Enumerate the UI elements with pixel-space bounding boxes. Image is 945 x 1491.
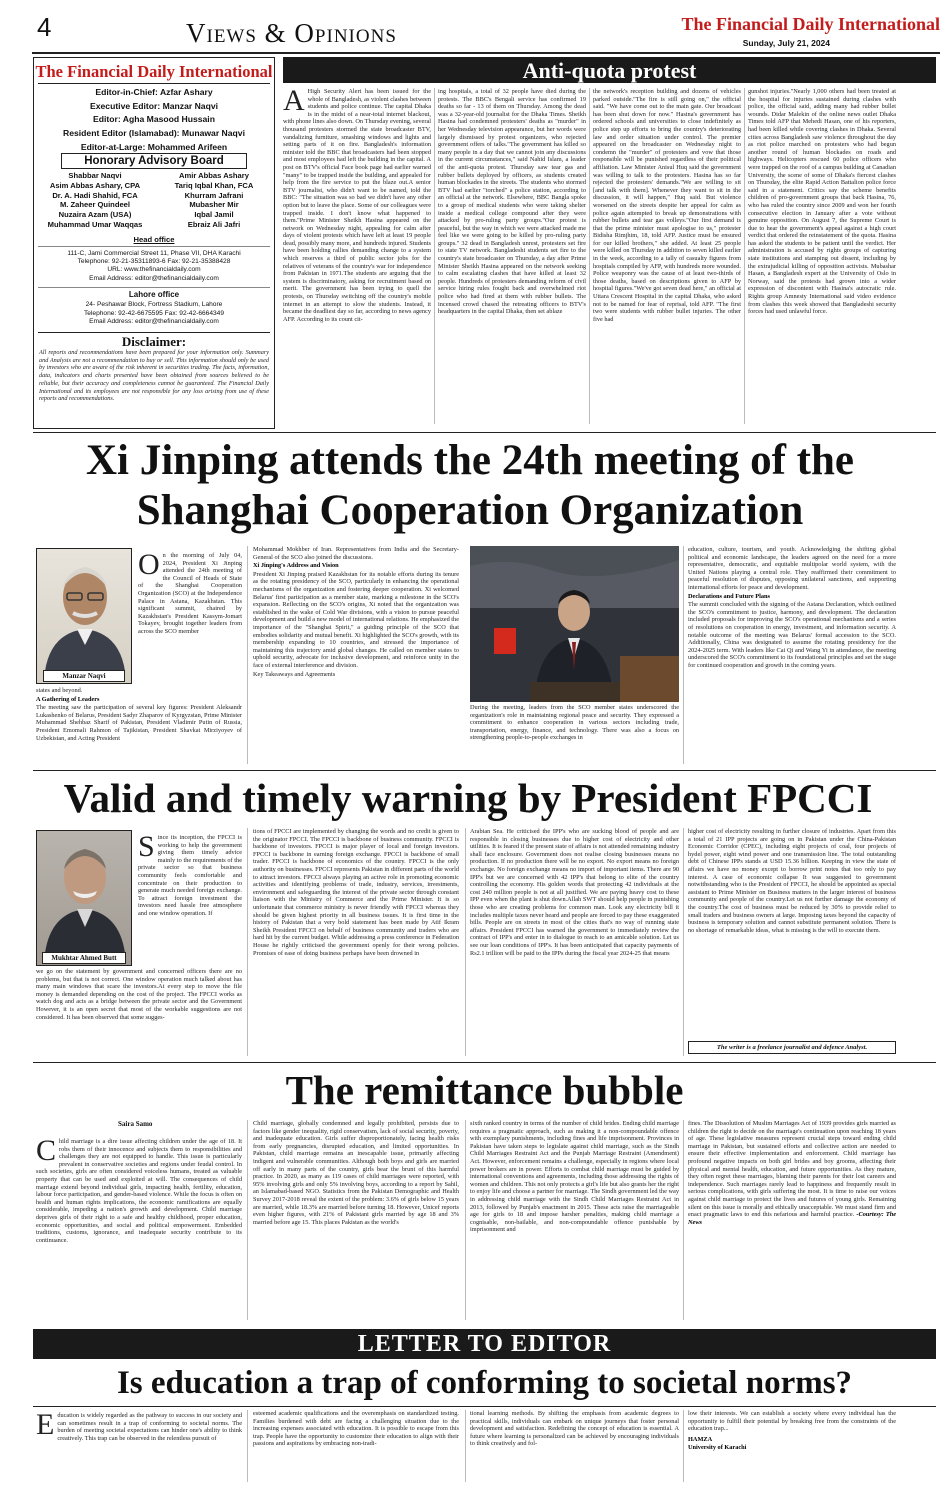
masthead-paper-name: The Financial Daily International: [35, 62, 273, 81]
section-rule: [33, 770, 936, 771]
article-text: The summit concluded with the signing of the Astana Declaration, which outlined the SCO's commitment to justice, harmony, and development. The declaration included proposals for improving the SCO's operational mechanisms and a series of resolutions on cooperation in energy, investment, and information security. A notable outcome of the meeting was Belarus' formal accession to the SCO. Additionally, China was designated to assume the rotating presidency for the 2024-2025 term. With leaders like Cai Qi and Wang Yi in attendance, the meeting underscored the SCO's commitment to its foundational principles and set the stage for continued cooperation and growth in the coming years.: [688, 601, 896, 669]
resident-editor: Resident Editor (Islamabad): Munawar Naqvi: [63, 128, 245, 139]
advisor: Dr. A. Hadi Shahid, FCA: [52, 190, 138, 200]
advisor: Amir Abbas Ashary: [179, 171, 249, 180]
column-rule: [247, 828, 248, 1056]
drop-cap: A: [283, 88, 305, 117]
remittance-col-4: [688, 1120, 896, 1320]
drop-cap: E: [36, 1412, 55, 1441]
sco-col-1: [36, 687, 242, 765]
address-line: Email Address: editor@thefinancialdaily.com: [89, 318, 219, 326]
section-rule: [33, 432, 936, 433]
article-text: n the morning of July 04, 2024, President Xi Jinping attended the 24th meeting of the Council of Heads of State of the Shanghai Cooperation Organization (SCO) at the Independence Palace in Astana, Kazakhstan. This significant summit, chaired by Kazakhstan's President Kassym-Jomart Tokayev, brought together leaders from across the SCO member: [138, 552, 242, 635]
anti-quota-col-1: [283, 88, 431, 424]
advisor: Mubasher Mir: [189, 200, 239, 210]
section-title: Views & Opinions: [186, 18, 397, 48]
column-rule: [683, 546, 684, 764]
lahore-office-title: Lahore office: [128, 290, 180, 299]
article-text: hild marriage is a dire issue affecting children under the age of 18. It robs them of their innocence and subjects them to responsibilities and challenges they are not equipped to handle. This issue is particularly prevalent in conservative societies and regions under feudal control. In such societies, girls are often considered voiceless humans, treated as valuable property that can be used and exploited at will. The consequences of child marriage extend beyond individual girls, impacting health, fertility, education, labour force participation, and gender-based violence. While the focus is often on health and human rights implications, the economic ramifications are equally considerable, impeding a nation's growth and development. Child marriage deprives girls of their right to a safe and healthy childhood, proper education, economic opportunities, and social and political empowerment. Embedded traditions, customs, ignorance, and inadequate security contribute to its continuance.: [36, 1138, 242, 1244]
masthead-rule: [38, 332, 270, 333]
column-rule: [683, 1120, 684, 1320]
fpcci-col-3: Arabian Sea. He criticised the IPP's who are sucking blood of people and are responsible in closing businesses due to higher cost of electricity and other utilities. It is feared if the present state of affairs is not attended remaining industry shall face enclosure. Government does not realise closing businesses means no production. If no production there will be no export. No export means no foreign exchange. No foreign exchange means no import of important items. There are 90 IPP's but we are concerned with 42 IPP's that belong to elite of the country controlling the economy. His golden words that protecting 42 individuals at the cost 240 million people is not at all justified. We are paying heavy cost to these IPP even when the plant is shut down.Allah SWT should help people in punishing those who are creating problems for common man. Look any electricity bill it includes multiple taxes never heard and people are forced to pay these exaggerated bills. People are on streets in most of the cities that's no way of running state affairs. President FPCCI has warned the government to immediately review the contract of IPP's and enter in to dialogue to reach to an amicable solution. Let us see our loan conditions of IPP's. It has been anticipated that capacity payments of Rs2.1 trillion will be paid to the IPPs during the fiscal year 2024-25 that means: [470, 828, 679, 957]
address-line: Telephone: 92-42-6675595 Fax: 92-42-6664349: [83, 309, 225, 317]
letter-col-3: tional learning methods. By shifting the emphasis from academic degrees to practical skills, individuals can embark on unique journeys that foster personal development and satisfaction. Redefining the concept of education is essential. A future where learning is personalized can be achieved by encouraging individuals to think creatively and fol-: [470, 1410, 679, 1448]
article-text: fines. The Dissolution of Muslim Marriages Act of 1939 provides girls married as children the right to decide on the marriage's continuation upon reaching 18 years of age. These legislative measures represent crucial steps toward ending child marriage in Pakistan, but sustained efforts and collective action are needed to ensure their effective implementation and enforcement. Child marriage has profound negative impacts on both girl brides and boy grooms, affecting their physical and mental health, education, and future opportunities. As they mature, they often regret these marriages, blaming their parents for their lost careers and independence. Such marriages rarely lead to happiness and frequently result in serious complications, with girls suffering the most. It is time to raise our voices against child marriage to protect the lives and futures of young girls. Remaining silent on this issue is morally and ethically unacceptable. We must stand firm and enact pragmatic laws to end this nefarious and harmful practice.: [688, 1120, 896, 1219]
byline: Saira Samo: [118, 1120, 153, 1128]
fpcci-col-4: higher cost of electricity resulting in further closure of industries. Apart from this a total of 21 IPP projects are going on in Pakistan under the China-Pakistan Economic Corridor (CPEC), including eight projects of coal, four projects of hydel power, eight wind power and one transmission line. The total outstanding debt of Chinese IPPs stands at USD 15.36 billion. Keeping in view the state of affairs we have no money except to borrow print notes that too only to pay interest. A case of economic collapse It was suggested to government notwithstanding who is the President of FPCCI, he should be appointed as special assistant to Prime Minister on Business matters in the larger interest of business community and people of the country.Let us not further damage the economy of the country.The cost of business must be reduced by 30% to provide relief to small traders and business owners at large. Imposing taxes beyond the capacity of business is temporary solution and cannot substitute permanent solution. There is no shortage of remarkable ideas, what is missing is the will to execute them.: [688, 828, 896, 934]
masthead-rule: [38, 83, 270, 84]
section-rule: [33, 1062, 936, 1063]
article-text: states and beyond.: [36, 687, 83, 694]
page-header: [0, 0, 945, 52]
advisor: M. Zaheer Quindeel: [59, 200, 131, 210]
remittance-headline: The remittance bubble: [285, 1067, 684, 1113]
column-rule: [683, 1410, 684, 1482]
column-rule: [247, 546, 248, 764]
advisor: Asim Abbas Ashary, CPA: [49, 180, 141, 190]
author-photo-naqvi: [36, 548, 132, 684]
editor-in-chief: Editor-in-Chief: Azfar Ashary: [95, 87, 213, 97]
drop-cap: C: [36, 1138, 57, 1167]
article-text: ducation is widely regarded as the pathway to success in our society and can sometimes result in a trap of conforming to societal norms. The burden of meeting societal expectations can hinder one's ability to think creatively. This trap can be observed in the relentless pursuit of: [57, 1412, 242, 1442]
address-line: 111-C, Jami Commercial Street 11, Phase VII, DHA Karachi: [67, 250, 241, 257]
advisors-right: [156, 171, 272, 230]
fpcci-col-1: we go on the statement by government and concerned officers there are no problems, but that is not correct. One window operation much talked about has many main windows that scare the investors.At every step to move the file money is demanded depending on the cost of the project. The FPCCI works as watch dog and acts as a bridge between the private sector and the Government However, it is an open secret that most of the workable suggestions are not considered. It has been observed that some sugges-: [36, 968, 242, 1021]
column-rule: [683, 828, 684, 1056]
advisors-left: [36, 171, 154, 230]
masthead-rule: [38, 287, 270, 288]
page-number: 4: [37, 12, 52, 42]
sco-headline: Xi Jinping attends the 24th meeting of the Shanghai Cooperation Organization: [85, 437, 855, 534]
address-line: Email Address: editor@thefinancialdaily.com: [89, 274, 219, 282]
anti-quota-banner: [283, 57, 936, 83]
issue-date: Sunday, July 21, 2024: [742, 38, 830, 48]
fpcci-col-1-wrap: [138, 834, 242, 966]
address-line: 24- Peshawar Block, Fortress Stadium, Lahore: [85, 301, 223, 308]
head-office-address: [34, 250, 274, 283]
letter-affiliation: University of Karachi: [688, 1444, 747, 1452]
editor: Editor: Agha Masood Hussain: [93, 114, 215, 125]
advisory-board-title: Honorary Advisory Board: [61, 153, 247, 169]
sco-col-2: [253, 546, 459, 764]
column-rule: [247, 1410, 248, 1482]
column-rule: [434, 88, 435, 424]
article-text: President Xi Jinping praised Kazakhstan for its notable efforts during its tenure as the rotating presidency of the SCO, particularly in enhancing the operational mechanisms of the organization and fostering deeper cooperation. Xi welcomed Belarus' first participation as a member state, marking a milestone in the SCO's expansion. Reflecting on the SCO's origins, Xi noted that the organization was established in the wake of Cold War divisions, with a vision to pursue peaceful development and build a new model of international relations. He emphasized the importance of the "Shanghai Spirit," a guiding principle of the SCO that embodies solidarity and mutual benefit. Xi highlighted the SCO's growth, with its membership expanding to 10 countries, and stressed the importance of maintaining this trajectory amid global changes. He called on member states to uphold security, advocate for inclusive development, and reinforce unity in the face of external interference and division.: [253, 570, 459, 669]
advisor: Ebraiz Ali Jafri: [187, 219, 241, 229]
advisor: Khurram Jafrani: [184, 190, 244, 200]
subheading: Declarations and Future Plans: [688, 592, 770, 600]
drop-cap: S: [138, 834, 155, 863]
courtesy-note: -Courtesy: The News: [688, 1211, 896, 1226]
sco-photo-caption: During the meeting, leaders from the SCO member states underscored the organization's role in maintaining regional peace and security. They expressed a commitment to enhance cooperation in various sectors including trade, transportation, energy, finance, and technology. There was also a focus on strengthening people-to-people exchanges in: [470, 704, 679, 742]
address-line: Telephone: 92-21-35311893-6 Fax: 92-21-35388428: [77, 258, 231, 266]
head-office-title: Head office: [133, 235, 175, 244]
sco-col-4: [688, 546, 896, 764]
anti-quota-col-3: the network's reception building and dozens of vehicles parked outside."The fire is still going on," the official said. "We have come out to the main gate. Our broadcast has been shut down for now." Hasina's government has ordered schools and universities to close indefinitely as police step up efforts to bring the country's deteriorating law and order situation under control. The premier appeared on the broadcaster on Wednesday night to condemn the "murder" of protesters and vow that those responsible will be punished regardless of their political affiliation. Law Minister Anisul Huq said the government was willing to talk to the protesters. Hasina has so far rejected the protesters' demands."We are willing to sit [and talk with them]. Whenever they want to sit in the discussion, it will happen," Huq said. But violence worsened on the streets despite her appeal for calm as police again attempted to break up demonstrations with rubber bullets and tear gas volleys."Our first demand is that the prime minister must apologise to us," protester Bidisha Rimjhim, 18, told AFP. Justice must be ensured for our killed brothers," she added. At least 25 people were killed on Thursday in addition to seven killed earlier in the week, according to a tally of casualty figures from hospitals compiled by AFP, with hundreds more wounded. Police weaponry was the cause of at least two-thirds of those deaths, based on descriptions given to AFP by hospital figures."We've got seven dead here," an official at Uttara Crescent Hospital in the capital Dhaka, who asked not to be named for fear of reprisal, told AFP. "The first two were students with rubber bullet injuries. The other five had: [593, 88, 741, 323]
author-caption: Manzar Naqvi: [43, 670, 125, 682]
address-line: URL: www.thefinancialdaily.com: [107, 266, 201, 274]
staff-list: [34, 86, 274, 155]
article-text: ince its inception, the FPCCI is working to help the government giving them timely advice mainly to the requirements of the private sector so that business community feels comfortable and concentrate on their production to generate much needed foreign exchange. To attract foreign investment the investors need hassle free atmosphere and one window operation. If: [138, 834, 242, 917]
lahore-office-address: [34, 301, 274, 327]
author-caption: Mukhtar Ahmed Butt: [42, 952, 126, 964]
anti-quota-title: Anti-quota protest: [522, 58, 697, 83]
column-rule: [247, 1120, 248, 1320]
portrait-icon: [37, 549, 132, 671]
column-rule: [465, 828, 466, 1056]
sco-col-1-wrap: [138, 552, 242, 684]
letter-col-1: [36, 1412, 242, 1482]
article-text: low their interests. We can establish a society where every individual has the opportunity to fulfill their potential by breaking free from the constraints of the education trap...: [688, 1410, 896, 1433]
xi-jinping-photo-icon: [470, 546, 679, 702]
letter-col-2: esteemed academic qualifications and the overemphasis on standardized testing. Families burdened with debt are facing a challenging situation due to the increasing expenses associated with education. It is possible to escape from this trap. People have the opportunity to customize their education to align with their passions and aspirations by embracing non-tradi-: [253, 1410, 459, 1448]
remittance-col-2: Child marriage, globally condemned and legally prohibited, persists due to factors like gender inequality, rigid conservatism, lack of social security, poverty, and inadequate education. Girls suffer disproportionately, facing health risks from early pregnancies, disrupted education, and limited opportunities. In Pakistan, child marriage remains an inescapable issue, primarily affecting indigent and vulnerable communities. Although both boys and girls are married off early in many parts of the country, girls bear the brunt of this harmful practice. In 2020, as many as 119 cases of child marriages were reported, with 95% involving girls and only 5% involving boys, according to a report by Sahil, an Islamabad-based NGO. Statistics from the Pakistan Demographic and Health Survey 2017-2018 reveal the extent of the problem: 3.6% of girls below 15 years are married, while 18.3% are married before turning 18. However, Unicef reports even higher figures, with 21% of Pakistani girls married by age 18 and 3% married before age 15. This places Pakistan as the world's: [253, 1120, 459, 1226]
anti-quota-col-2: ing hospitals, a total of 32 people have died during the protests. The BBC's Bengali service has confirmed 19 deaths so far - 13 of them on Thursday. Among the dead was a 32-year-old journalist for the Dhaka Times. Sheikh Hasina had condemned protesters' deaths as "murder" in her Wednesday television appearance, but her words were largely dismissed by protest organizers, who rejected government offers of talks."The government has killed so many people in a day that we cannot join any discussions in the current circumstances," said Nahid Islam, a leader of the anti-quota protest. Thursday saw tear gas and rubber bullets deployed by officers, as students created human blockades in the streets. The students who stormed BTV had earlier "torched" a police station, according to an official at the network. Elsewhere, BBC Bangla spoke to a group of medical students who were taking shelter inside a medical college compound after they were attacked by pro-ruling party groups."Our protest is peaceful, but the way in which we were attacked made me feel like we were going to be killed by pro-ruling party groups." 32 dead in Bangladesh unrest, protesters set fire to state TV network. Bangladeshi students set fire to the country's state broadcaster on Thursday, a day after Prime Minister Sheikh Hasina appeared on the network seeking to calm escalating clashes that have killed at least 32 people. Hundreds of protesters demanding reform of civil service hiring rules fought back and overwhelmed riot police who had fired at them with rubber bullets. The incensed crowd chased the retreating officers to BTV's headquarters in the capital Dhaka, then set ablaze: [438, 88, 586, 316]
header-rule: [32, 52, 940, 54]
section-rule: [33, 1406, 936, 1407]
author-bio-box: The writer is a freelance journalist and defence Analyst.: [688, 1041, 896, 1054]
executive-editor: Executive Editor: Manzar Naqvi: [90, 100, 218, 111]
advisor: Nuzaira Azam (USA): [58, 210, 132, 220]
advisor: Tariq Iqbal Khan, FCA: [174, 180, 254, 190]
advisor: Muhammad Umar Waqqas: [47, 219, 143, 229]
column-rule: [589, 88, 590, 424]
remittance-col-3: sixth ranked country in terms of the number of child brides. Ending child marriage requires a pragmatic approach, such as making it a non-compoundable offence with exemplary punishments, including fines and life imprisonment. Provinces in Pakistan have taken steps to legislate against child marriage, such as the Sindh Child Marriages Restraint Act and the Punjab Marriage Restraint (Amendment) Act. However, enforcement remains a challenge, especially in regions where local power brokers are in power. Efforts to combat child marriage must be guided by international conventions and agreements, including those addressing the rights of women and children. This not only protects a girl's life but also grants her the right to enjoy life and choose a partner for marriage. The Sindh government led the way in addressing child marriage with the Sindh Child Marriages Restraint Act in 2013, followed by Punjab's enactment in 2015. These acts raise the marriageable age for girls to 18 and impose harsher penalties, making child marriage a cognisable, non-bailable, and non-compoundable offence punishable by imprisonment and: [470, 1120, 679, 1234]
article-text: The meeting saw the participation of several key figures: President Aleksandr Lukashenko of Belarus, President Sadyr Zhaparov of Kyrgyzstan, Prime Minister Muhammad Shehbaz Sharif of Pakistan, President Vladimir Putin of Russia, President Emomali Rahmon of Tajikistan, President Shavkat Mirziyoyev of Uzbekistan, and Acting President: [36, 704, 242, 742]
fpcci-headline: Valid and timely warning by President FPCCI: [63, 775, 873, 821]
subheading: Xi Jinping's Address and Vision: [253, 562, 339, 570]
anti-quota-col-4: gunshot injuries."Nearly 1,000 others had been treated at the hospital for injuries sustained during clashes with police, the official said, adding many had rubber bullet wounds. Didar Malekin of the online news outlet Dhaka Times told AFP that Mehedi Hasan, one of his reporters, had been killed while covering clashes in Dhaka. Several cities across Bangladesh saw violence throughout the day as riot police marched on protesters who had begun another round of human blockades on roads and highways. Helicopters rescued 60 police officers who were trapped on the roof of a campus building at Canadian University, the scene of some of Dhaka's fiercest clashes on Thursday, the elite Rapid Action Battalion police force said in a statement. Critics say the scheme benefits children of pro-government groups that back Hasina, 76, who has ruled the country since 2009 and won her fourth consecutive election in January after a vote without genuine opposition. On August 7, the Supreme Court is due to hear the government's appeal against a high court verdict that ordered the reinstatement of the quota. Hasina has asked the students to be patient until the verdict. Her administration is accused by rights groups of capturing state institutions and stamping out dissent, including by the extrajudicial killing of opposition activists. Mubashar Hasan, a Bangladesh expert at the University of Oslo in Norway, said the protests had grown into a wider expression of discontent with Hasina's autocratic rule. Rights group Amnesty International said video evidence from clashes this week showed that Bangladeshi security forces had used unlawful force.: [748, 88, 896, 316]
fpcci-col-2: tions of FPCCI are implemented by changing the words and no credit is given to the originator FPCCI. The FPCCI is backbone of business community. FPCCI is backbone of investors. FPCCI is major player of local and foreign investors. FPCCI is backbone in earning foreign exchange. FPCCI is backbone of small trader. FPCCI is backbone of economics of the country. FPCCI is the only authority on businesses. FPCCI represents Pakistan in different parts of the world to attract investors. FPCCI always playing an active role in promoting economic activities and identifying problems of trade, industry, services, investments, environment and safeguarding the interest of the private sector through constant liaison with the Ministry of Commerce and the Prime Minister. It is so unfortunate that commerce ministry is never friendly with FPCCI whereas they should be given highest priority in all business issues. It is first time in the history of Pakistan that a very bold statement has been made by Atif Ikram Sheikh President FPCCI on behalf of business community and traders who are hard hit by the current budget. While addressing a press conference in Federation House he rightly criticised the government openly for their wrong policies. Promises of ease of doing business perhaps have been drowned in: [253, 828, 459, 957]
masthead-rule: [38, 246, 270, 247]
article-text: High Security Alert has been issued for the whole of Bangladesh, as violent clashes between students and police continue. The capital Dhaka is in the midst of a near-total internet blackout, with phone lines also down. On Thursday evening, several thousand protesters stormed the state broadcaster BTV, vandalizing furniture, smashing windows and lights and setting parts of it on fire. Bangladesh's information minister told the BBC that broadcasters had been stopped and most employees had left the building in the capital. A post on BTV's official Face book page had earlier warned "many" to be trapped inside the building, and appealed for help from the fire service to put the blaze out.A senior BTV journalist, who didn't want to be named, told the BBC: "The situation was so bad we didn't have any other option but to leave the place. Some of our colleagues were trapped inside. I don't know what happened to them."Prime Minister Sheikh Hasina appeared on the network on Wednesday night, appealing for calm after days of violent protests which have left at least 19 people dead, possibly many more, and hundreds injured. Students have been holding rallies demanding change to a system which reserves a third of public sector jobs for the relatives of veterans of the country's war for independence from Pakistan in 1971.The students are arguing that the system is discriminatory, asking for recruitment based on merit. The government has been trying to quell the protests, on Thursday switching off the country's mobile internet in an attempt to slow the students. Instead, it became the deadliest day so far, according to news agency AFP. According to its count cit-: [283, 88, 431, 323]
letter-banner: [33, 1329, 936, 1359]
sco-summit-photo: [470, 546, 679, 702]
article-text: education, culture, tourism, and youth. Acknowledging the shifting global political and economic landscape, the leaders agreed on the need for a more representative, democratic, and equitable multipolar world system, with the United Nations playing a central role. They reaffirmed their commitment to peaceful resolution of disputes, opposing unilateral sanctions, and supporting international efforts for peace and development.: [688, 546, 896, 591]
header-paper-name: The Financial Daily International: [681, 14, 940, 34]
editor-at-large: Editor-at-Large: Mohammed Arifeen: [80, 141, 228, 152]
letter-signature: HAMZA: [688, 1435, 713, 1443]
portrait-icon: [37, 831, 132, 953]
column-rule: [465, 1410, 466, 1482]
article-text: Mohammad Mokhber of Iran. Representatives from India and the Secretary-General of the SCO also joined the discussions.: [253, 546, 459, 561]
advisor: Iqbal Jamil: [194, 210, 234, 220]
disclaimer-text: All reports and recommendations have been prepared for your information only. Summary and Analysis are not a recommendation to buy or sell. This information should only be used by investors who are aware of the risk inherent in securities trading. The facts, information, data, indicators and charts presented have been obtained from sources believed to be reliable, but their accuracy and completeness cannot be guaranteed. The Financial Daily International and its employees are not responsible for any loss arising from use of these reports and recommendations.: [39, 349, 269, 403]
article-text: Key Takeaways and Agreements: [253, 670, 336, 678]
author-photo-butt: [36, 830, 132, 966]
column-rule: [744, 88, 745, 424]
letter-headline: Is education a trap of conforming to societal norms?: [116, 1365, 853, 1401]
letter-banner-label: LETTER TO EDITOR: [357, 1331, 612, 1357]
remittance-col-1: [36, 1138, 242, 1318]
masthead-box: [33, 57, 275, 429]
column-rule: [465, 1120, 466, 1320]
advisor: Shabbar Naqvi: [68, 171, 122, 180]
letter-col-4: [688, 1410, 896, 1486]
disclaimer-title: Disclaimer:: [121, 334, 187, 349]
subheading: A Gathering of Leaders: [36, 695, 100, 703]
drop-cap: O: [138, 552, 160, 581]
